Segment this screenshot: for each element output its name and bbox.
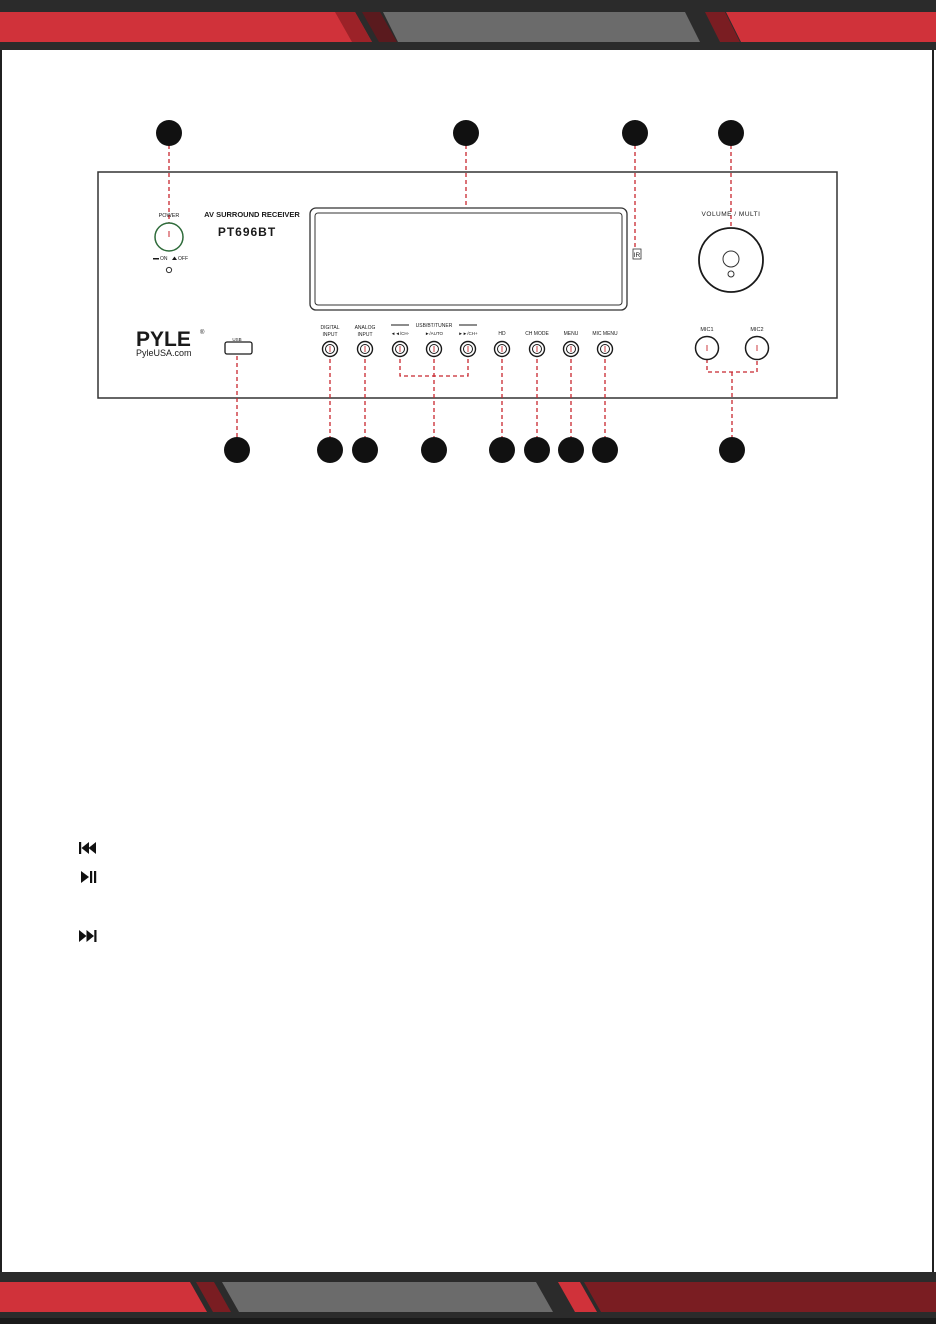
menu-label: MENU — [563, 331, 579, 337]
hd-button[interactable] — [495, 342, 510, 357]
digital-input-button[interactable] — [323, 342, 338, 357]
next-ch-button[interactable] — [461, 342, 476, 357]
callout-marker-ch-mode — [524, 437, 550, 463]
model-number: PT696BT — [217, 225, 277, 239]
mic-menu-button[interactable] — [598, 342, 613, 357]
hd-label: HD — [498, 331, 506, 337]
bottom-banner-red-right — [584, 1282, 936, 1312]
callout-marker-volume — [718, 120, 744, 146]
volume-label: VOLUME / MULTI — [701, 211, 761, 218]
top-banner-red-right — [726, 12, 936, 42]
next-ch-label: ►►/CH+ — [458, 331, 478, 336]
bottom-banner — [0, 1272, 936, 1324]
analog-input-button[interactable] — [358, 342, 373, 357]
mic-menu-label: MIC MENU — [592, 331, 618, 337]
analog-input-label-1: ANALOG — [354, 325, 376, 331]
callout-marker-mic — [719, 437, 745, 463]
ch-mode-label: CH MODE — [525, 331, 549, 337]
brand-logo: PYLE — [136, 328, 191, 351]
callout-marker-digital-input — [317, 437, 343, 463]
callout-marker-hd — [489, 437, 515, 463]
skip-forward-icon — [76, 927, 102, 945]
display-screen — [315, 213, 622, 305]
top-banner-red-left — [0, 12, 372, 42]
receiver-title: AV SURROUND RECEIVER — [204, 210, 300, 219]
skip-back-icon — [76, 839, 102, 857]
play-pause-icon — [76, 868, 102, 886]
callout-marker-analog-input — [352, 437, 378, 463]
front-panel-diagram — [0, 100, 936, 480]
callout-marker-mic-menu — [592, 437, 618, 463]
play-auto-button[interactable] — [427, 342, 442, 357]
mic1-label: MIC1 — [700, 327, 714, 333]
callout-marker-usb-bt-tuner — [421, 437, 447, 463]
play-auto-label: ►/AUTO — [424, 331, 444, 336]
callout-marker-ir — [622, 120, 648, 146]
digital-input-label-1: DIGITAL — [320, 325, 340, 331]
top-banner — [0, 0, 936, 50]
mic2-label: MIC2 — [750, 327, 764, 333]
power-off-label: OFF — [178, 256, 188, 262]
mic2-jack[interactable] — [746, 337, 769, 360]
callout-marker-usb — [224, 437, 250, 463]
power-label: POWER — [158, 213, 180, 219]
digital-input-label-2: INPUT — [322, 332, 338, 338]
front-buttons — [323, 342, 613, 357]
callout-marker-power — [156, 120, 182, 146]
brand-registered-mark: ® — [200, 330, 205, 336]
menu-button[interactable] — [564, 342, 579, 357]
prev-ch-label: ◄◄/CH- — [390, 331, 410, 336]
mic1-jack[interactable] — [696, 337, 719, 360]
bottom-banner-gray — [222, 1282, 553, 1312]
website-label: PyleUSA.com — [136, 348, 192, 358]
usb-label: USB — [232, 337, 242, 342]
usb-port[interactable] — [225, 342, 252, 354]
analog-input-label-2: INPUT — [357, 332, 373, 338]
standby-indicator — [166, 267, 171, 272]
usb-bt-tuner-label: USB/BT/TUNER — [415, 323, 453, 329]
top-banner-gray — [383, 12, 700, 42]
prev-ch-button[interactable] — [393, 342, 408, 357]
callout-marker-display — [453, 120, 479, 146]
ir-label: IR — [633, 252, 641, 259]
bottom-banner-red-left — [0, 1282, 207, 1312]
ch-mode-button[interactable] — [530, 342, 545, 357]
power-on-label: ON — [160, 256, 168, 262]
callout-marker-menu — [558, 437, 584, 463]
